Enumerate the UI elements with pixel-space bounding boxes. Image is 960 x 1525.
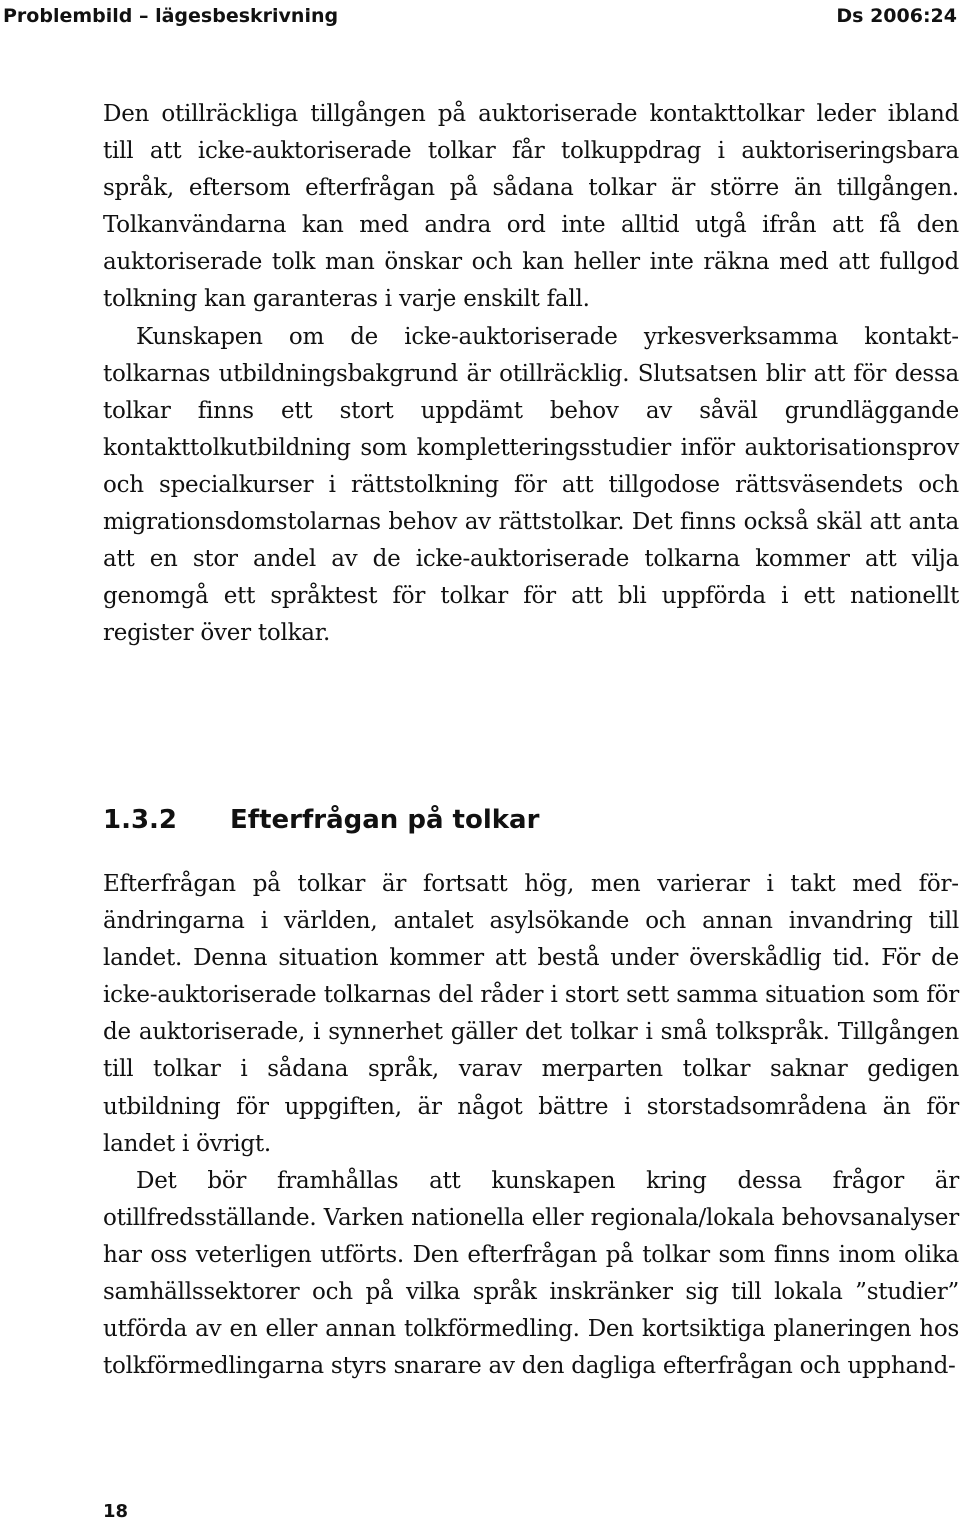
page-number: 18 bbox=[103, 1501, 129, 1522]
body-text-before-section bbox=[103, 96, 959, 652]
paragraph: Kunskapen om de icke-auktoriserade yrkesverksamma kontakttolkarnas utbildningsbakgrund är otillräcklig. Slutsatsen blir att för dessa tolkar finns ett stort uppdämt behov av såväl grundläggande kontakttolkutbildning som kompletteringsstudier inför auktorisationsprov och specialkurser i rättstolkning för att tillgodose rättsväsendets och migrationsdomstolarnas behov av rättstolkar. Det finns också skäl att anta att en stor andel av de icke-auktoriserade tolkarna kommer att vilja genomgå ett språktest för tolkar för att bli uppförda i ett nationellt register över tolkar. bbox=[103, 323, 959, 647]
paragraph: Den otillräckliga tillgången på auktoriserade kontakttolkar leder ibland till att icke-auktoriserade tolkar får tolkuppdrag i auktoriseringsbara språk, eftersom efterfrågan på sådana tolkar är större än tillgången. Tolkanvändarna kan med andra ord inte alltid utgå ifrån att få den auktoriserade tolk man önskar och kan heller inte räkna med att fullgod tolkning kan garanteras i varje enskilt fall. bbox=[103, 101, 959, 313]
section-number: 1.3.2 bbox=[103, 805, 178, 835]
paragraph: Det bör framhållas att kunskapen kring dessa frågor är otillfredsställande. Varken nationella eller regionala/lokala behovsanalyser har oss veterligen utförts. Den efterfrågan på tolkar som finns inom olika samhällssektorer och på vilka språk inskränker sig till lokala ”studier” utförda av en eller annan tolkförmedling. Den kortsiktiga planeringen hos tolkförmedlingarna styrs snarare av den dagliga efterfrågan och upphand- bbox=[103, 1167, 959, 1380]
running-header bbox=[3, 2, 957, 30]
body-text-section bbox=[103, 866, 959, 1385]
header-document-id: Ds 2006:24 bbox=[836, 5, 957, 27]
section-title: Efterfrågan på tolkar bbox=[230, 805, 540, 835]
paragraph: Efterfrågan på tolkar är fortsatt hög, men varierar i takt med förändringarna i världen, antalet asylsökande och annan invandring till landet. Denna situation kommer att bestå under överskådlig tid. För de icke-auktoriserade tolkarnas del råder i stort sett samma situation som för de auktoriserade, i synnerhet gäller det tolkar i små tolkspråk. Tillgången till tolkar i sådana språk, varav merparten tolkar saknar gedigen utbildning för uppgiften, är något bättre i storstadsområdena än för landet i övrigt. bbox=[103, 871, 959, 1157]
section-heading bbox=[103, 800, 959, 840]
header-chapter-title: Problembild – lägesbeskrivning bbox=[3, 5, 339, 27]
